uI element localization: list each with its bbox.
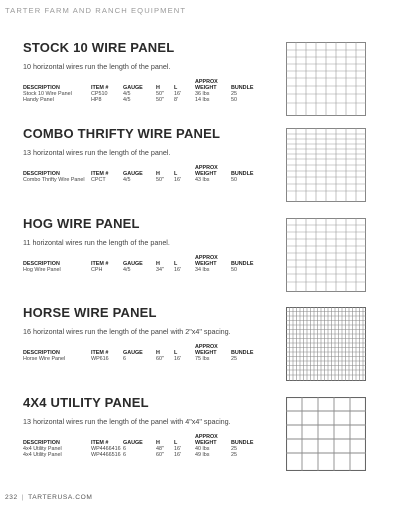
- spec-cell: 60": [156, 356, 164, 362]
- spec-cell: Combo Thrifty Wire Panel: [23, 177, 85, 183]
- spec-cell: 43 lbs: [195, 177, 210, 183]
- spec-cell: 50": [156, 91, 164, 97]
- product-section-utility: [23, 395, 285, 459]
- spec-cell: 16': [174, 91, 182, 97]
- section-title: HOG WIRE PANEL: [23, 216, 140, 231]
- product-section-combo-thrifty: [23, 126, 285, 184]
- footer-separator: |: [21, 494, 25, 501]
- spec-header: L: [174, 440, 178, 446]
- spec-cell: CP510: [91, 91, 108, 97]
- spec-header: DESCRIPTION: [23, 85, 60, 91]
- product-section-hog: [23, 216, 285, 274]
- spec-cell: WP4466416: [91, 446, 121, 452]
- spec-cell: HP8: [91, 97, 102, 103]
- spec-cell: 34": [156, 267, 164, 273]
- spec-cell: 50: [231, 97, 237, 103]
- panel-illustration-hog: [286, 218, 366, 292]
- spec-cell: 60": [156, 452, 164, 458]
- spec-header: BUNDLE: [231, 171, 254, 177]
- spec-cell: 6: [123, 446, 126, 452]
- panel-illustration-combo-thrifty: [286, 128, 366, 202]
- spec-cell: 75 lbs: [195, 356, 210, 362]
- panel-illustration-utility: [286, 397, 366, 471]
- spec-header: DESCRIPTION: [23, 171, 60, 177]
- spec-header: ITEM #: [91, 261, 109, 267]
- spec-table: [23, 344, 285, 363]
- spec-header: ITEM #: [91, 350, 109, 356]
- spec-header: GAUGE: [123, 440, 143, 446]
- spec-header: GAUGE: [123, 85, 143, 91]
- spec-header: BUNDLE: [231, 440, 254, 446]
- spec-header: H: [156, 350, 160, 356]
- spec-header: L: [174, 171, 178, 177]
- section-description: 13 horizontal wires run the length of the panel with 4"x4" spacing.: [23, 417, 231, 426]
- section-title: COMBO THRIFTY WIRE PANEL: [23, 126, 221, 141]
- product-section-stock10: [23, 40, 285, 104]
- spec-table: [23, 165, 285, 184]
- spec-cell: 40 lbs: [195, 446, 210, 452]
- spec-header: ITEM #: [91, 171, 109, 177]
- spec-header: GAUGE: [123, 350, 143, 356]
- panel-illustration-horse: [286, 307, 366, 381]
- spec-cell: CPCT: [91, 177, 106, 183]
- spec-table: [23, 434, 285, 459]
- section-description: 10 horizontal wires run the length of the panel.: [23, 62, 171, 71]
- brand-header: TARTER FARM AND RANCH EQUIPMENT: [5, 6, 187, 15]
- spec-header: L: [174, 350, 178, 356]
- section-title: STOCK 10 WIRE PANEL: [23, 40, 175, 55]
- spec-cell: 25: [231, 446, 237, 452]
- spec-cell: Hog Wire Panel: [23, 267, 61, 273]
- spec-header: APPROX WEIGHT: [195, 255, 218, 267]
- spec-cell: WP4466516: [91, 452, 121, 458]
- spec-cell: 6: [123, 452, 126, 458]
- spec-header: GAUGE: [123, 261, 143, 267]
- spec-header: APPROX WEIGHT: [195, 79, 218, 91]
- panel-illustration-stock10: [286, 42, 366, 116]
- spec-cell: 4x4 Utility Panel: [23, 446, 62, 452]
- product-section-horse: [23, 305, 285, 363]
- spec-cell: 48": [156, 446, 164, 452]
- spec-header: DESCRIPTION: [23, 261, 60, 267]
- spec-cell: Horse Wire Panel: [23, 356, 66, 362]
- spec-header: DESCRIPTION: [23, 440, 60, 446]
- spec-cell: 4/5: [123, 267, 131, 273]
- page-footer: [5, 494, 92, 501]
- section-description: 11 horizontal wires run the length of the panel.: [23, 238, 170, 247]
- spec-cell: CPH: [91, 267, 103, 273]
- spec-header: H: [156, 171, 160, 177]
- spec-cell: 50": [156, 177, 164, 183]
- spec-cell: 4x4 Utility Panel: [23, 452, 62, 458]
- spec-header: ITEM #: [91, 440, 109, 446]
- spec-cell: 16': [174, 356, 182, 362]
- spec-cell: 25: [231, 452, 237, 458]
- spec-header: H: [156, 261, 160, 267]
- section-description: 13 horizontal wires run the length of the panel.: [23, 148, 171, 157]
- section-description: 16 horizontal wires run the length of the panel with 2"x4" spacing.: [23, 327, 231, 336]
- spec-cell: Stock 10 Wire Panel: [23, 91, 72, 97]
- spec-header: BUNDLE: [231, 85, 254, 91]
- spec-cell: Handy Panel: [23, 97, 54, 103]
- spec-header: APPROX WEIGHT: [195, 434, 218, 446]
- spec-cell: WP616: [91, 356, 109, 362]
- spec-header: APPROX WEIGHT: [195, 165, 218, 177]
- spec-header: L: [174, 85, 178, 91]
- spec-cell: 34 lbs: [195, 267, 210, 273]
- spec-header: H: [156, 440, 160, 446]
- spec-cell: 4/5: [123, 97, 131, 103]
- spec-cell: 16': [174, 267, 182, 273]
- spec-cell: 16': [174, 446, 182, 452]
- spec-header: BUNDLE: [231, 261, 254, 267]
- spec-cell: 50": [156, 97, 164, 103]
- spec-cell: 36 lbs: [195, 91, 210, 97]
- spec-cell: 25: [231, 91, 237, 97]
- spec-table: [23, 255, 285, 274]
- spec-cell: 14 lbs: [195, 97, 210, 103]
- spec-header: L: [174, 261, 178, 267]
- spec-header: DESCRIPTION: [23, 350, 60, 356]
- spec-cell: 16': [174, 452, 182, 458]
- spec-header: GAUGE: [123, 171, 143, 177]
- spec-cell: 4/5: [123, 91, 131, 97]
- spec-table: [23, 79, 285, 104]
- spec-cell: 4/5: [123, 177, 131, 183]
- spec-header: H: [156, 85, 160, 91]
- section-title: HORSE WIRE PANEL: [23, 305, 157, 320]
- spec-cell: 49 lbs: [195, 452, 210, 458]
- section-title: 4X4 UTILITY PANEL: [23, 395, 149, 410]
- spec-header: ITEM #: [91, 85, 109, 91]
- spec-cell: 16': [174, 177, 182, 183]
- spec-cell: 25: [231, 356, 237, 362]
- spec-cell: 50: [231, 267, 237, 273]
- spec-cell: 8': [174, 97, 179, 103]
- spec-cell: 50: [231, 177, 237, 183]
- website-link[interactable]: TARTERUSA.COM: [28, 494, 93, 501]
- spec-header: APPROX WEIGHT: [195, 344, 218, 356]
- spec-cell: 6: [123, 356, 126, 362]
- spec-header: BUNDLE: [231, 350, 254, 356]
- page-number: 232: [5, 494, 18, 501]
